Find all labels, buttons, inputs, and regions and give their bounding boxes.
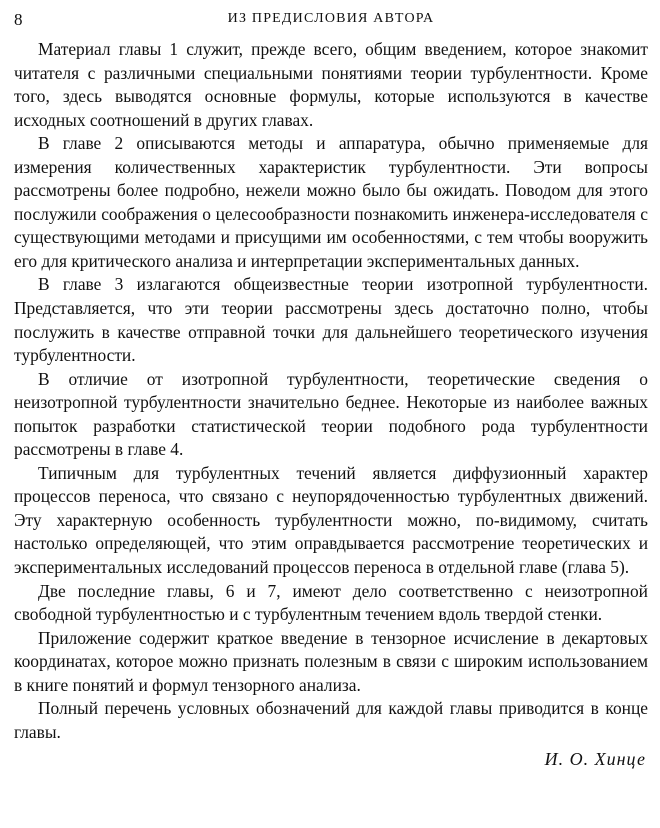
- paragraph-chapter-5: Типичным для турбулентных течений является диффузионный характер процессов переноса, что связано с неупорядоченностью турбулентных движений. Эту характерную особенность турбулентности можно, по-видимому, считать настолько определяющей, что этим оправдывается рассмотрение теоретических и экспериментальных исследований процессов переноса в отдельной главе (глава 5).: [14, 462, 648, 578]
- paragraph-chapter-4: В отличие от изотропной турбулентности, теоретические сведения о неизотропной турбулентности значительно беднее. Некоторые из наиболее важных попыток разработки статистической теории подобного рода турбулентности рассмотрены в главе 4.: [14, 368, 648, 460]
- running-head: [14, 6, 648, 32]
- page-number: 8: [14, 10, 23, 29]
- paragraph-chapter-1: Материал главы 1 служит, прежде всего, общим введением, которое знакомит читателя с различными специальными понятиями теории турбулентности. Кроме того, здесь выводятся основные формулы, которые используются в качестве исходных соотношений в других главах.: [14, 39, 648, 130]
- paragraph-chapter-3: В главе 3 излагаются общеизвестные теории изотропной турбулентности. Представляется, что эти теории рассмотрены здесь достаточно полно, чтобы послужить в качестве отправной точки для дальнейшего теоретического изучения турбулентности.: [14, 274, 648, 366]
- paragraph-chapters-6-7: Две последние главы, 6 и 7, имеют дело соответственно с неизотропной свободной турбулентностью и с турбулентным течением вдоль твердой стенки.: [14, 580, 648, 625]
- paragraph-notation: Полный перечень условных обозначений для каждой главы приводится в конце главы.: [14, 698, 648, 742]
- body-text: [14, 38, 648, 744]
- paragraph-appendix: Приложение содержит краткое введение в тензорное исчисление в декартовых координатах, которое можно признать полезным в связи с широким использованием в книге понятий и формул тензорного анализа.: [14, 627, 648, 695]
- paragraph-chapter-2: В главе 2 описываются методы и аппаратура, обычно применяемые для измерения количественных характеристик турбулентности. Эти вопросы рассмотрены более подробно, нежели можно было бы ожидать. Поводом для этого послужили соображения о целесообразности познакомить инженера-исследователя с существующими методами и присущими им особенностями, с тем чтобы вооружить его для критического анализа и интерпретации экспериментальных данных.: [14, 133, 648, 271]
- author-signature: И. О. Хинце: [544, 749, 646, 770]
- running-title: ИЗ ПРЕДИСЛОВИЯ АВТОРА: [227, 11, 435, 26]
- page: [14, 6, 648, 770]
